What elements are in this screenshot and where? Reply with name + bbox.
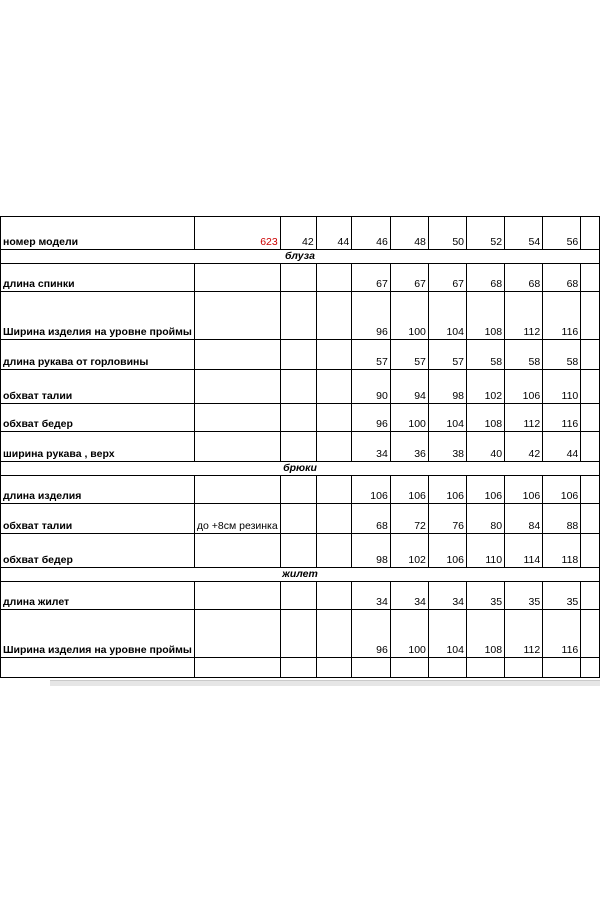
blank-cell bbox=[581, 370, 600, 404]
blank-cell bbox=[316, 292, 351, 340]
blank-cell bbox=[280, 432, 316, 462]
measurement-value: 104 bbox=[428, 404, 466, 432]
blank-cell bbox=[280, 534, 316, 568]
blank-cell bbox=[581, 264, 600, 292]
measurement-value: 98 bbox=[352, 534, 391, 568]
measurement-value: 106 bbox=[543, 476, 581, 504]
measurement-row bbox=[1, 476, 600, 504]
blank-cell bbox=[581, 658, 600, 678]
measurement-value: 35 bbox=[543, 582, 581, 610]
measurement-value: 57 bbox=[428, 340, 466, 370]
measurement-value: 100 bbox=[390, 292, 428, 340]
measurement-row bbox=[1, 534, 600, 568]
measurement-value: 42 bbox=[505, 432, 543, 462]
blank-cell bbox=[280, 658, 316, 678]
measurement-value: 116 bbox=[543, 404, 581, 432]
measurement-label: длина рукава от горловины bbox=[1, 340, 195, 370]
measurement-value: 112 bbox=[505, 404, 543, 432]
blank-cell bbox=[280, 370, 316, 404]
measurement-value: 106 bbox=[428, 476, 466, 504]
measurement-value: 100 bbox=[390, 610, 428, 658]
measurement-value: 84 bbox=[505, 504, 543, 534]
measurement-value: 96 bbox=[352, 292, 391, 340]
measurement-value: 102 bbox=[390, 534, 428, 568]
measurement-value: 106 bbox=[352, 476, 391, 504]
section-row bbox=[1, 568, 600, 582]
blank-cell bbox=[581, 534, 600, 568]
blank-cell bbox=[194, 582, 280, 610]
blank-cell bbox=[581, 292, 600, 340]
blank-cell bbox=[316, 404, 351, 432]
measurement-value: 44 bbox=[543, 432, 581, 462]
size-chart-table bbox=[0, 216, 600, 678]
blank-cell bbox=[280, 504, 316, 534]
size-header-cell: 54 bbox=[505, 217, 543, 250]
measurement-value: 68 bbox=[352, 504, 391, 534]
section-row bbox=[1, 250, 600, 264]
blank-cell bbox=[194, 476, 280, 504]
blank-cell bbox=[467, 658, 505, 678]
size-header-cell: 46 bbox=[352, 217, 391, 250]
measurement-value: 88 bbox=[543, 504, 581, 534]
blank-cell bbox=[194, 610, 280, 658]
model-number-label: номер модели bbox=[1, 217, 195, 250]
blank-cell bbox=[581, 582, 600, 610]
measurement-value: 34 bbox=[352, 582, 391, 610]
empty-row bbox=[1, 658, 600, 678]
measurement-label: обхват талии bbox=[1, 504, 195, 534]
measurement-value: 108 bbox=[467, 292, 505, 340]
blank-cell bbox=[581, 610, 600, 658]
measurement-value: 106 bbox=[390, 476, 428, 504]
measurement-row bbox=[1, 582, 600, 610]
measurement-value: 76 bbox=[428, 504, 466, 534]
blank-cell bbox=[316, 582, 351, 610]
section-title: блуза bbox=[1, 250, 600, 264]
measurement-value: 108 bbox=[467, 610, 505, 658]
measurement-value: 57 bbox=[390, 340, 428, 370]
measurement-value: 68 bbox=[505, 264, 543, 292]
blank-cell bbox=[316, 476, 351, 504]
measurement-label: обхват талии bbox=[1, 370, 195, 404]
blank-cell bbox=[194, 292, 280, 340]
measurement-label: Ширина изделия на уровне проймы bbox=[1, 292, 195, 340]
measurement-value: 96 bbox=[352, 610, 391, 658]
measurement-row bbox=[1, 370, 600, 404]
blank-cell bbox=[316, 370, 351, 404]
blank-cell bbox=[316, 534, 351, 568]
measurement-value: 106 bbox=[428, 534, 466, 568]
blank-cell bbox=[194, 432, 280, 462]
measurement-value: 38 bbox=[428, 432, 466, 462]
measurement-value: 36 bbox=[390, 432, 428, 462]
section-title: жилет bbox=[1, 568, 600, 582]
measurement-value: 96 bbox=[352, 404, 391, 432]
size-header-cell: 50 bbox=[428, 217, 466, 250]
size-header-cell: 52 bbox=[467, 217, 505, 250]
blank-cell bbox=[581, 340, 600, 370]
blank-cell bbox=[280, 404, 316, 432]
size-chart-body bbox=[1, 217, 600, 678]
header-row bbox=[1, 217, 600, 250]
measurement-row bbox=[1, 340, 600, 370]
blank-cell bbox=[581, 476, 600, 504]
model-number-value: 623 bbox=[194, 217, 280, 250]
blank-cell bbox=[316, 264, 351, 292]
measurement-value: 94 bbox=[390, 370, 428, 404]
measurement-value: 108 bbox=[467, 404, 505, 432]
measurement-value: 106 bbox=[467, 476, 505, 504]
blank-cell bbox=[352, 658, 391, 678]
measurement-value: 35 bbox=[505, 582, 543, 610]
blank-cell bbox=[280, 610, 316, 658]
section-row bbox=[1, 462, 600, 476]
measurement-value: 58 bbox=[543, 340, 581, 370]
measurement-value: 67 bbox=[428, 264, 466, 292]
measurement-label: ширина рукава , верх bbox=[1, 432, 195, 462]
measurement-value: 102 bbox=[467, 370, 505, 404]
measurement-value: 34 bbox=[352, 432, 391, 462]
measurement-value: 34 bbox=[390, 582, 428, 610]
measurement-value: 100 bbox=[390, 404, 428, 432]
blank-cell bbox=[316, 432, 351, 462]
blank-cell bbox=[280, 264, 316, 292]
measurement-value: 104 bbox=[428, 610, 466, 658]
blank-cell bbox=[505, 658, 543, 678]
measurement-value: 98 bbox=[428, 370, 466, 404]
measurement-value: 90 bbox=[352, 370, 391, 404]
blank-cell bbox=[390, 658, 428, 678]
size-header-cell: 42 bbox=[280, 217, 316, 250]
measurement-value: 110 bbox=[467, 534, 505, 568]
measurement-label: длина жилет bbox=[1, 582, 195, 610]
blank-cell bbox=[194, 404, 280, 432]
blank-cell bbox=[280, 582, 316, 610]
measurement-row bbox=[1, 404, 600, 432]
blank-cell bbox=[316, 610, 351, 658]
measurement-value: 106 bbox=[505, 476, 543, 504]
measurement-value: 114 bbox=[505, 534, 543, 568]
measurement-value: 68 bbox=[467, 264, 505, 292]
measurement-value: 35 bbox=[467, 582, 505, 610]
measurement-value: 34 bbox=[428, 582, 466, 610]
blank-cell bbox=[543, 658, 581, 678]
measurement-value: 80 bbox=[467, 504, 505, 534]
sheet-bottom-shadow bbox=[50, 680, 600, 686]
size-header-cell: 48 bbox=[390, 217, 428, 250]
measurement-value: 110 bbox=[543, 370, 581, 404]
measurement-note: до +8см резинка bbox=[194, 504, 280, 534]
blank-cell bbox=[194, 658, 280, 678]
blank-cell bbox=[194, 534, 280, 568]
size-header-cell: 44 bbox=[316, 217, 351, 250]
measurement-label: Ширина изделия на уровне проймы bbox=[1, 610, 195, 658]
measurement-value: 118 bbox=[543, 534, 581, 568]
measurement-value: 57 bbox=[352, 340, 391, 370]
measurement-value: 106 bbox=[505, 370, 543, 404]
size-header-cell: 56 bbox=[543, 217, 581, 250]
blank-cell bbox=[428, 658, 466, 678]
measurement-value: 112 bbox=[505, 292, 543, 340]
measurement-value: 104 bbox=[428, 292, 466, 340]
measurement-row bbox=[1, 264, 600, 292]
measurement-row bbox=[1, 432, 600, 462]
measurement-value: 112 bbox=[505, 610, 543, 658]
blank-cell bbox=[280, 340, 316, 370]
blank-cell bbox=[316, 658, 351, 678]
measurement-value: 40 bbox=[467, 432, 505, 462]
measurement-label: обхват бедер bbox=[1, 404, 195, 432]
blank-cell bbox=[316, 504, 351, 534]
blank-cell bbox=[194, 264, 280, 292]
blank-cell bbox=[1, 658, 195, 678]
blank-cell bbox=[280, 476, 316, 504]
size-chart-sheet bbox=[0, 216, 600, 678]
measurement-row bbox=[1, 504, 600, 534]
measurement-label: обхват бедер bbox=[1, 534, 195, 568]
measurement-value: 116 bbox=[543, 610, 581, 658]
measurement-value: 72 bbox=[390, 504, 428, 534]
section-title: брюки bbox=[1, 462, 600, 476]
blank-cell bbox=[581, 217, 600, 250]
measurement-value: 58 bbox=[505, 340, 543, 370]
measurement-value: 67 bbox=[352, 264, 391, 292]
blank-cell bbox=[316, 340, 351, 370]
blank-cell bbox=[581, 404, 600, 432]
measurement-value: 58 bbox=[467, 340, 505, 370]
measurement-label: длина спинки bbox=[1, 264, 195, 292]
blank-cell bbox=[194, 340, 280, 370]
blank-cell bbox=[581, 432, 600, 462]
measurement-value: 116 bbox=[543, 292, 581, 340]
measurement-value: 68 bbox=[543, 264, 581, 292]
blank-cell bbox=[581, 504, 600, 534]
blank-cell bbox=[194, 370, 280, 404]
measurement-value: 67 bbox=[390, 264, 428, 292]
blank-cell bbox=[280, 292, 316, 340]
measurement-row bbox=[1, 292, 600, 340]
measurement-label: длина изделия bbox=[1, 476, 195, 504]
measurement-row bbox=[1, 610, 600, 658]
